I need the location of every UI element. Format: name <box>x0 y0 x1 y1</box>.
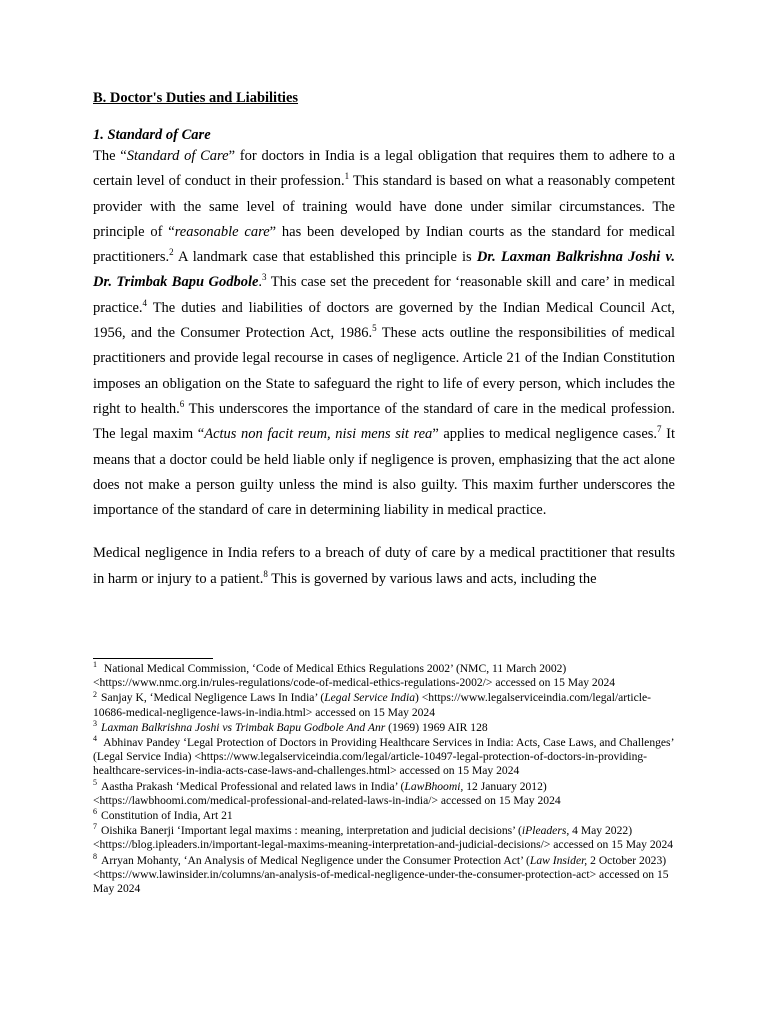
footnote-text: Oishika Banerji ‘Important legal maxims : meaning, interpretation and judicial decisions’ ( <box>101 824 522 838</box>
paragraph-standard-of-care: The “Standard of Care” for doctors in India is a legal obligation that requires them to adhere to a certain level of conduct in their profession.$^1$ This standard is based on what a reasonably competent provider with the same level of training would have done under similar circumstances. The principle of “reasonable care” has been developed by Indian courts as the standard for medical practitioners.$^2$ A landmark case that established this principle is Dr. Laxman Balkrishna Joshi v. Dr. Trimbak Bapu Godbole.$^3$ This case set the precedent for ‘reasonable skill and care’ in medical practice.$^4$ The duties and liabilities of doctors are governed by the Indian Medical Council Act, 1956, and the Consumer Protection Act, 1986.$^5$ These acts outline the responsibilities of medical practitioners and provide legal recourse in cases of negligence. Article 21 of the Indian Constitution imposes an obligation on the State to safeguard the right to life of every person, which includes the right to health.$^6$ This underscores the importance of the standard of care in the medical profession. The legal maxim “Actus non facit reum, nisi mens sit rea” applies to medical negligence cases.$^7$ It means that a doctor could be held liable only if negligence is proven, emphasizing that the act alone does not make a person guilty unless the mind is also guilty. This maxim further underscores the importance of the standard of care in determining liability in medical practice. <box>93 148 676 519</box>
footnote-8 <box>93 851 675 897</box>
footnote-5 <box>93 777 675 808</box>
footnote-text: Arryan Mohanty, ‘An Analysis of Medical Negligence under the Consumer Protection Act’ ( <box>101 853 530 867</box>
footnote-4 <box>93 736 675 779</box>
footnote-ref[interactable]: 6 <box>179 399 185 410</box>
footnote-number: 5 <box>93 777 97 787</box>
footnote-text: 12 January 2012) <https://lawbhoomi.com/medical-professional-and-related-laws-in-india/> accessed on 15 May 2024 <box>93 779 561 807</box>
footnote-3 <box>93 718 675 735</box>
footnote-ref[interactable]: 8 <box>263 568 268 579</box>
footnote-ref[interactable]: 5 <box>372 323 377 334</box>
footnote-separator <box>93 658 213 659</box>
section-heading: B. Doctor's Duties and Liabilities <box>93 90 299 106</box>
footnote-text: iPleaders <box>521 824 567 838</box>
footnote-text: Aastha Prakash ‘Medical Professional and related laws in India’ ( <box>101 779 405 793</box>
footnote-number: 7 <box>93 822 97 832</box>
footnote-text: Laxman Balkrishna Joshi vs Trimbak Bapu Godbole And Anr <box>101 720 386 734</box>
paragraph-medical-negligence: Medical negligence in India refers to a breach of duty of care by a medical practitioner that results in harm or injury to a patient.$^8$ This is governed by various laws and acts, including the <box>93 545 675 587</box>
case-name: Dr. Laxman Balkrishna Joshi v. Dr. Trimbak Bapu Godbole <box>93 249 675 291</box>
legal-maxim: Actus non facit reum, nisi mens sit rea <box>204 426 433 443</box>
footnote-text: Constitution of India, Art 21 <box>101 809 233 823</box>
footnote-text: Sanjay K, ‘Medical Negligence Laws In India’ ( <box>101 691 325 705</box>
footnotes <box>93 662 675 897</box>
footnote-number: 6 <box>93 807 97 817</box>
footnote-text: Legal Service India <box>324 691 415 705</box>
footnote-text: LawBhoomi, <box>404 779 464 793</box>
footnote-text: National Medical Commission, ‘Code of Medical Ethics Regulations 2002’ (NMC, 11 March 2002) <https://www.nmc.org.in/rules-regulations/code-of-medical-ethics-regulations-2002/> accessed on 15 May 2024 <box>93 662 616 690</box>
footnote-text: (1969) 1969 AIR 128 <box>385 720 488 734</box>
footnote-number: 3 <box>93 718 97 728</box>
footnote-number: 1 <box>93 660 97 670</box>
footnote-ref[interactable]: 7 <box>657 424 662 435</box>
subheading: 1. Standard of Care <box>93 127 211 143</box>
footnote-7 <box>93 824 675 852</box>
footnote-text: Law Insider, <box>529 853 588 867</box>
footnote-ref[interactable]: 1 <box>344 171 350 182</box>
footnote-ref[interactable]: 4 <box>142 297 148 308</box>
footnote-text: , 4 May 2022) <https://blog.ipleaders.in/important-legal-maxims-meaning-interpretation-and-judicial-decisions/> accessed on 15 May 2024 <box>93 824 674 852</box>
footnote-ref[interactable]: 2 <box>169 247 174 258</box>
footnote-6 <box>93 809 675 823</box>
footnote-2 <box>93 691 675 719</box>
footnote-ref[interactable]: 3 <box>262 272 267 283</box>
footnote-number: 4 <box>93 734 97 744</box>
footnote-number: 8 <box>93 851 97 861</box>
footnote-1 <box>93 662 675 690</box>
footnote-text: 2 October 2023) <https://www.lawinsider.in/columns/an-analysis-of-medical-negligence-under-the-consumer-protection-act> accessed on 15 May 2024 <box>93 853 669 896</box>
footnote-text: ) <https://www.legalserviceindia.com/legal/article-10686-medical-negligence-laws-in-india.html> accessed on 15 May 2024 <box>93 691 651 719</box>
footnote-number: 2 <box>93 689 97 699</box>
footnote-text: Abhinav Pandey ‘Legal Protection of Doctors in Providing Healthcare Services in India: Acts, Case Laws, and Challenges’ (Legal Service India) <https://www.legalserviceindia.com/legal/article-10497-legal-protection-of-doctors-in-providing-healthcare-services-in-india-acts-case-laws-and-challenges.html> accessed on 15 May 2024 <box>93 736 674 778</box>
